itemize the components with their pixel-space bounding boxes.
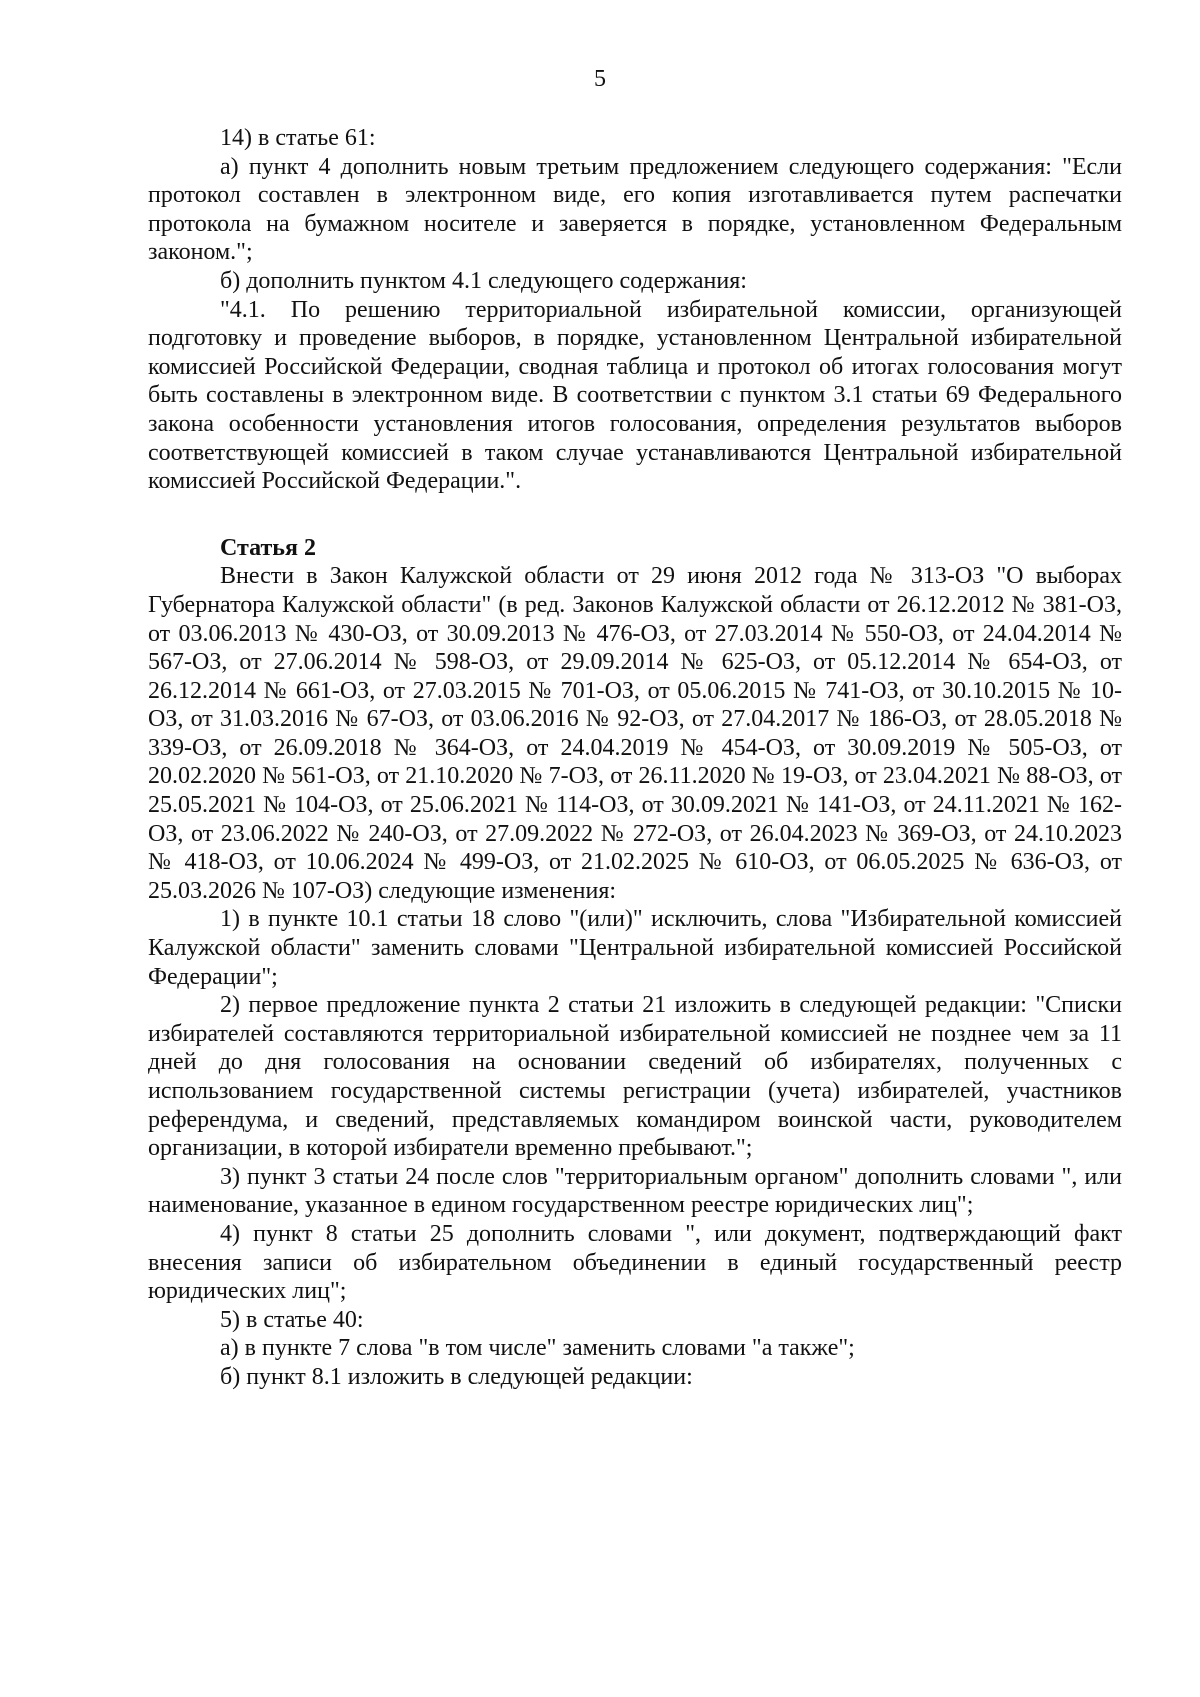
paragraph: 1) в пункте 10.1 статьи 18 слово "(или)" исключить, слова "Избирательной комиссией Калужской области" заменить словами "Центральной избирательной комиссией Российской Федерации"; (148, 906, 1122, 990)
paragraph: Внести в Закон Калужской области от 29 июня 2012 года № 313-ОЗ "О выборах Губернатора Калужской области" (в ред. Законов Калужской области от 26.12.2012 № 381-ОЗ, от 03.06.2013 № 430-ОЗ, от 30.09.2013 № 476-ОЗ, от 27.03.2014 № 550-ОЗ, от 24.04.2014 № 567-ОЗ, от 27.06.2014 № 598-ОЗ, от 29.09.2014 № 625-ОЗ, от 05.12.2014 № 654-ОЗ, от 26.12.2014 № 661-ОЗ, от 27.03.2015 № 701-ОЗ, от 05.06.2015 № 741-ОЗ, от 30.10.2015 № 10-ОЗ, от 31.03.2016 № 67-ОЗ, от 03.06.2016 № 92-ОЗ, от 27.04.2017 № 186-ОЗ, от 28.05.2018 № 339-ОЗ, от 26.09.2018 № 364-ОЗ, от 24.04.2019 № 454-ОЗ, от 30.09.2019 № 505-ОЗ, от 20.02.2020 № 561-ОЗ, от 21.10.2020 № 7-ОЗ, от 26.11.2020 № 19-ОЗ, от 23.04.2021 № 88-ОЗ, от 25.05.2021 № 104-ОЗ, от 25.06.2021 № 114-ОЗ, от 30.09.2021 № 141-ОЗ, от 24.11.2021 № 162-ОЗ, от 23.06.2022 № 240-ОЗ, от 27.09.2022 № 272-ОЗ, от 26.04.2023 № 369-ОЗ, от 24.10.2023 № 418-ОЗ, от 10.06.2024 № 499-ОЗ, от 21.02.2025 № 610-ОЗ, от 06.05.2025 № 636-ОЗ, от 25.03.2026 № 107-ОЗ) следующие изменения: (148, 563, 1122, 904)
paragraph: б) пункт 8.1 изложить в следующей редакции: (220, 1363, 693, 1390)
article-heading: Статья 2 (220, 534, 316, 561)
paragraph: б) дополнить пунктом 4.1 следующего содержания: (220, 267, 747, 294)
paragraph: 2) первое предложение пункта 2 статьи 21 изложить в следующей редакции: "Списки избирателей составляются территориальной избирательной комиссией не позднее чем за 11 дней до дня голосования на основании сведений об избирателях, полученных с использованием государственной системы регистрации (учета) избирателей, участников референдума, и сведений, представляемых командиром воинской части, руководителем организации, в которой избиратели временно пребывают."; (148, 992, 1122, 1162)
page-number: 5 (594, 66, 606, 92)
paragraph: 3) пункт 3 статьи 24 после слов "территориальным органом" дополнить словами ", или наименование, указанное в едином государственном реестре юридических лиц"; (148, 1163, 1122, 1219)
paragraph: "4.1. По решению территориальной избирательной комиссии, организующей подготовку и проведение выборов, в порядке, установленном Центральной избирательной комиссией Российской Федерации, сводная таблица и протокол об итогах голосования могут быть составлены в электронном виде. В соответствии с пунктом 3.1 статьи 69 Федерального закона особенности установления итогов голосования, определения результатов выборов соответствующей комиссией в таком случае устанавливаются Центральной избирательной комиссией Российской Федерации.". (148, 296, 1122, 495)
paragraph: а) в пункте 7 слова "в том числе" заменить словами "а также"; (220, 1335, 855, 1362)
paragraph: 14) в статье 61: (220, 125, 376, 151)
paragraph: 4) пункт 8 статьи 25 дополнить словами ", или документ, подтверждающий факт внесения записи об избирательном объединении в единый государственный реестр юридических лиц"; (148, 1220, 1122, 1305)
paragraph: а) пункт 4 дополнить новым третьим предложением следующего содержания: "Если протокол составлен в электронном виде, его копия изготавливается путем распечатки протокола на бумажном носителе и заверяется в порядке, установленном Федеральным законом."; (148, 153, 1122, 266)
document-body (148, 124, 1122, 1392)
paragraph: 5) в статье 40: (220, 1306, 364, 1333)
